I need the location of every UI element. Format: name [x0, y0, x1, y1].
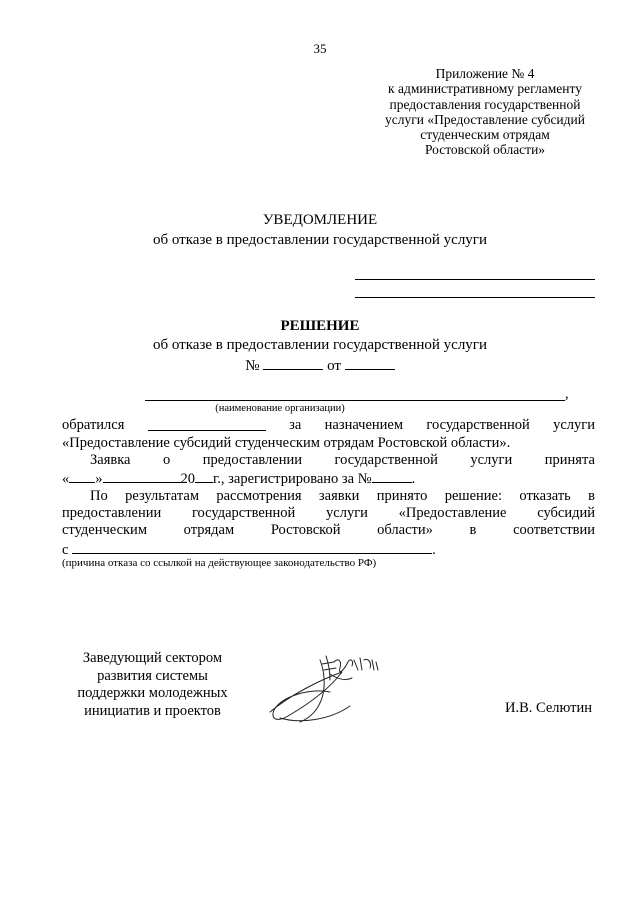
word: о [163, 452, 171, 468]
registered-text: г., зарегистрировано за № [213, 471, 372, 487]
registration-number-blank [372, 469, 412, 483]
number-blank [263, 356, 323, 370]
date-blank [345, 356, 395, 370]
appendix-line: Приложение № 4 [435, 66, 535, 81]
appendix-line: Ростовской области» [424, 142, 546, 158]
signatory-position [60, 650, 245, 720]
year-blank [195, 469, 213, 483]
word: предоставлении [202, 452, 302, 468]
page-number: 35 [313, 41, 327, 56]
word: за [289, 417, 302, 433]
word: Заявка [90, 452, 131, 468]
paragraph-1-line-1 [62, 417, 595, 434]
word: государственной [334, 452, 438, 468]
paragraph-3-line-1: По результатам рассмотрения заявки принято решение: отказать в [90, 488, 595, 504]
reason-blank [72, 540, 432, 554]
paragraph-1-line-2: «Предоставление субсидий студенческим отрядам Ростовской области». [62, 435, 511, 451]
period: . [432, 542, 436, 558]
org-blank [148, 417, 266, 431]
quote-open: « [62, 471, 70, 487]
quote-close: » [95, 471, 103, 487]
appendix-line: предоставления государственной [389, 96, 581, 112]
word: с [62, 542, 69, 558]
day-blank [69, 469, 95, 483]
reason-caption: (причина отказа со ссылкой на действующее законодательство РФ) [62, 557, 377, 569]
appendix-line: студенческим отрядам [420, 127, 550, 143]
position-line: инициатив и проектов [84, 702, 221, 719]
decision-subtitle: об отказе в предоставлении государственной услуги [152, 337, 487, 353]
period: . [411, 471, 416, 487]
appendix-block [380, 66, 590, 158]
paragraph-2-line-1 [90, 452, 595, 469]
appendix-line: услуги «Предоставление субсидий [385, 111, 585, 127]
addressee-line [355, 297, 595, 298]
word: услуги [470, 452, 513, 468]
organization-caption: (наименование организации) [215, 403, 345, 414]
paragraph-3-line-2: предоставлении государственной услуги «Предоставление субсидий [62, 505, 595, 521]
paragraph-2-line-2 [62, 469, 415, 488]
decision-title: РЕШЕНИЕ [280, 318, 360, 334]
month-blank [103, 469, 181, 483]
year-prefix: 20 [180, 471, 195, 487]
word: обратился [62, 417, 125, 433]
organization-comma: , [565, 386, 569, 402]
number-sign: № [245, 358, 260, 374]
word: принята [544, 452, 595, 468]
addressee-line [355, 279, 595, 280]
word: назначением [324, 417, 404, 433]
signatory-name: И.В. Селютин [505, 700, 593, 716]
decision-number-line [0, 356, 640, 375]
notice-subtitle: об отказе в предоставлении государственной услуги [152, 232, 487, 248]
position-line: развития системы [97, 667, 208, 684]
handwritten-signature [260, 640, 400, 730]
paragraph-3-line-3: студенческим отрядам Ростовской области» в соответствии [62, 522, 595, 538]
from-label: от [327, 358, 341, 374]
position-line: поддержки молодежных [77, 685, 228, 701]
word: государственной [426, 417, 530, 433]
word: услуги [553, 417, 595, 433]
organization-line [145, 400, 565, 401]
position-line: Заведующий сектором [82, 650, 223, 666]
appendix-line: к административному регламенту [388, 81, 582, 97]
notice-title: УВЕДОМЛЕНИЕ [262, 212, 378, 228]
